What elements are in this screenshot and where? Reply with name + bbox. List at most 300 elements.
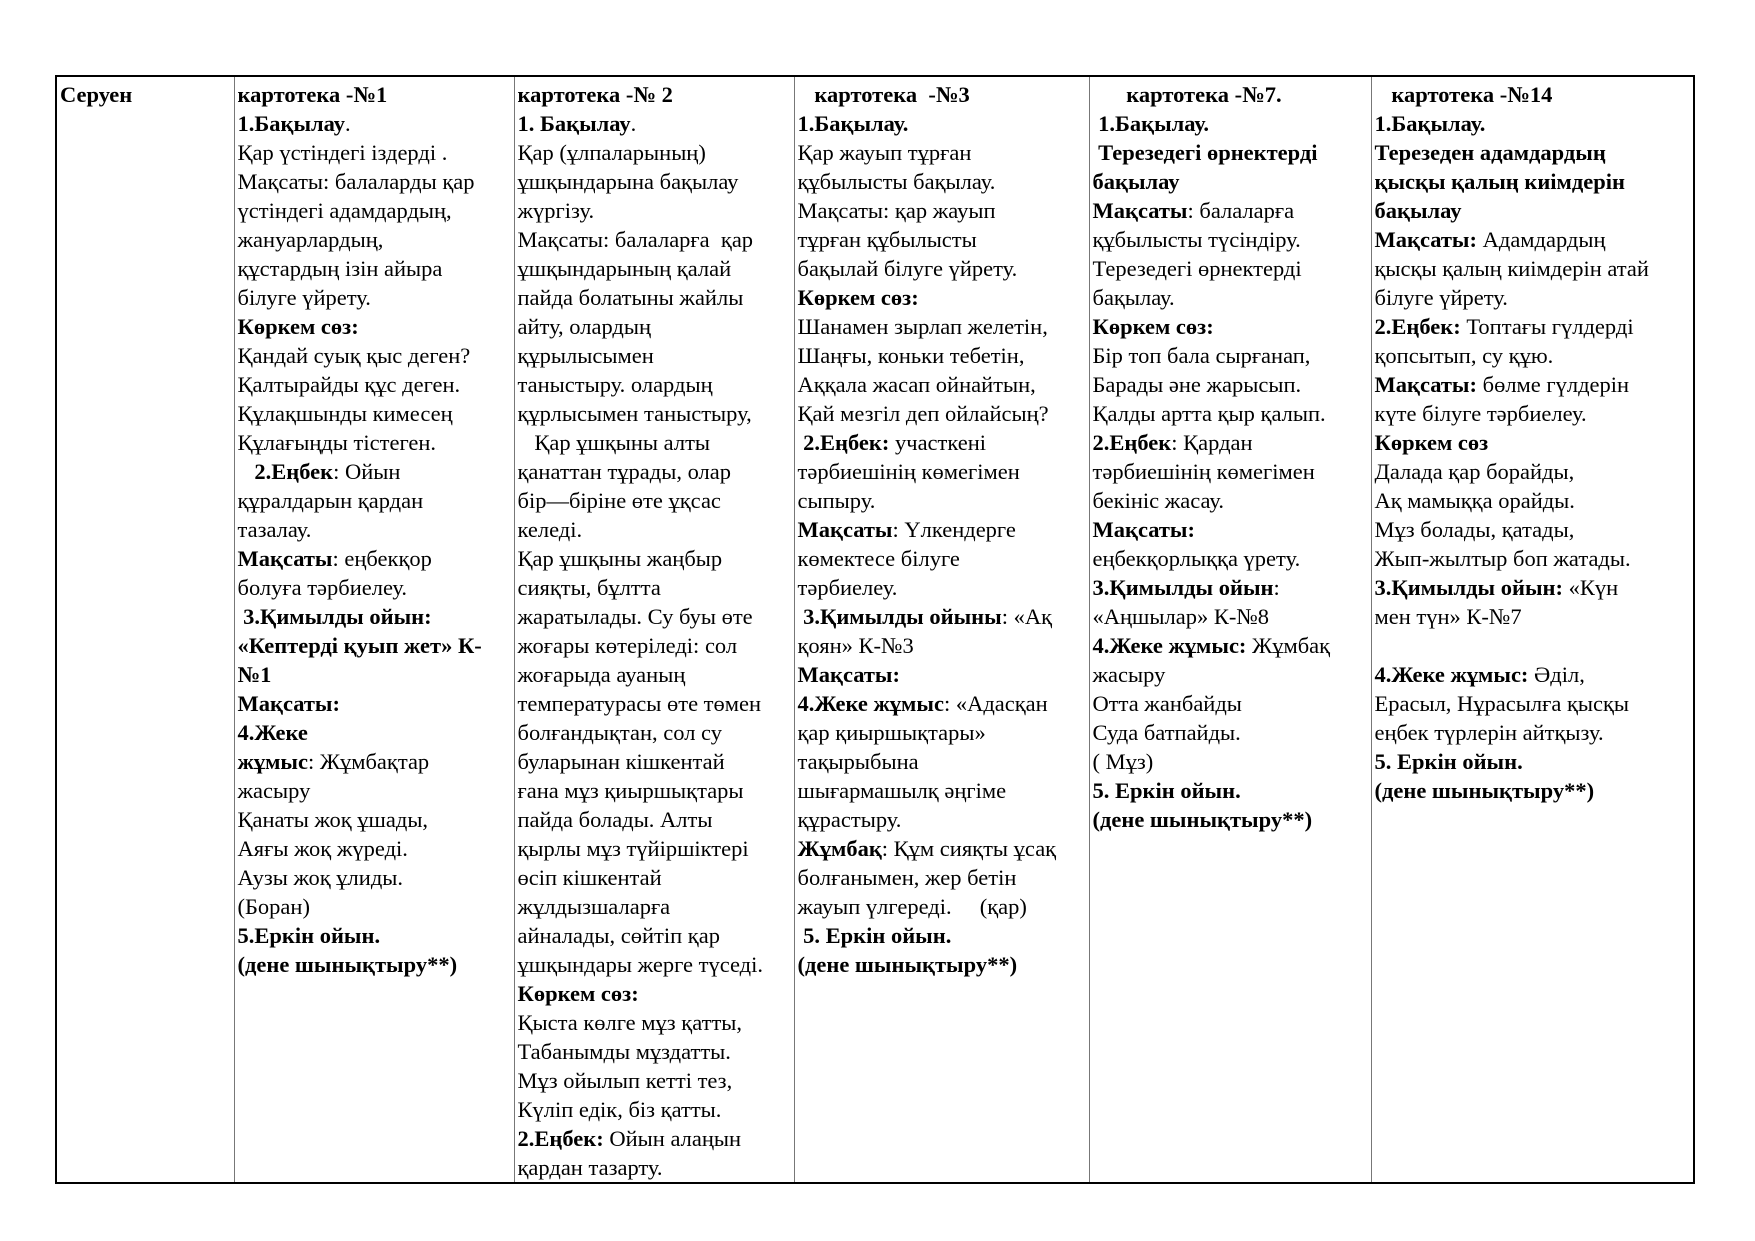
bold-text: 1.Бақылау. [1374, 111, 1486, 136]
text-line [1093, 428, 1369, 457]
text: Құлақшынды кимесең [237, 401, 453, 426]
text-line [238, 631, 512, 660]
text: құралдарын қардан [237, 488, 424, 513]
text: Мұз ойылып кетті тез, [517, 1068, 733, 1093]
bold-text: Көркем сөз: [237, 314, 359, 339]
bold-text: бақылау [1374, 198, 1462, 223]
column-cell [794, 76, 1089, 1183]
text-line [1375, 428, 1692, 457]
text-line [798, 138, 1087, 167]
text-line [1093, 776, 1369, 805]
text-line [798, 457, 1087, 486]
text-line [798, 631, 1087, 660]
text-line [238, 283, 512, 312]
text: бақылай білуге үйрету. [797, 256, 1018, 281]
text: құбылысты түсіндіру. [1092, 227, 1301, 252]
text-line [238, 689, 512, 718]
row-label: Серуен [60, 82, 133, 107]
text-line [518, 544, 792, 573]
bold-text: Мақсаты [237, 546, 333, 571]
text: шығармашылқ әңгіме [797, 778, 1007, 803]
text-line [518, 1008, 792, 1037]
text-line [1093, 515, 1369, 544]
text-line [798, 921, 1087, 950]
text-line [1093, 573, 1369, 602]
text: құрастыру. [797, 807, 902, 832]
text: : [1273, 575, 1280, 600]
text-line [238, 573, 512, 602]
text: қардан тазарту. [517, 1155, 663, 1180]
text-line [238, 718, 512, 747]
text-line [1375, 167, 1692, 196]
bold-text: 1.Бақылау [237, 111, 346, 136]
text-line [518, 1124, 792, 1153]
text-line [518, 863, 792, 892]
text-line [1093, 544, 1369, 573]
bold-text: «Кептерді қуып жет» К- [237, 633, 482, 658]
text: үстіндегі адамдардың, [237, 198, 452, 223]
text: : балаларға [1187, 198, 1295, 223]
text: құстардың ізін айыра [237, 256, 443, 281]
text: : Жұмбақтар [307, 749, 430, 774]
text-line [518, 979, 792, 1008]
text-line [518, 834, 792, 863]
bold-text: 1.Бақылау. [1092, 111, 1210, 136]
text: Терезедегі өрнектерді [1092, 256, 1302, 281]
text-line [798, 863, 1087, 892]
text-line [1375, 515, 1692, 544]
text: ( Мұз) [1092, 749, 1154, 774]
text-line [518, 254, 792, 283]
text: қырлы мұз түйіршіктері [517, 836, 749, 861]
bold-text: 5. Еркін ойын. [1374, 749, 1523, 774]
text: ғана мұз қиыршықтары [517, 778, 744, 803]
text: пайда болады. Алты [517, 807, 713, 832]
bold-text: Көркем сөз: [1092, 314, 1214, 339]
text-line [1093, 109, 1369, 138]
bold-text: Мақсаты: [1374, 372, 1477, 397]
text: Мақсаты: балаларға қар [517, 227, 754, 252]
bold-text: Мақсаты: [797, 662, 900, 687]
bold-text: Мақсаты [797, 517, 893, 542]
bold-text: 3.Қимылды ойыны [797, 604, 1002, 629]
text: еңбекқорлыққа үрету. [1092, 546, 1301, 571]
text-line [238, 602, 512, 631]
text: Шаңғы, коньки тебетін, [797, 343, 1025, 368]
text-line [798, 312, 1087, 341]
text: күте білуге тәрбиелеу. [1374, 401, 1587, 426]
bold-text: 4.Жеке [237, 720, 308, 745]
text: болғанымен, жер бетін [797, 865, 1017, 890]
text-line [238, 660, 512, 689]
text-line [1093, 457, 1369, 486]
text-line [238, 399, 512, 428]
text: Қалды артта қыр қалып. [1092, 401, 1326, 426]
text: білуге үйрету. [1374, 285, 1508, 310]
text-line [238, 805, 512, 834]
text: білуге үйрету. [237, 285, 371, 310]
bold-text: Терезедегі өрнектерді [1092, 140, 1318, 165]
text-line [518, 399, 792, 428]
bold-text: 4.Жеке жұмыс: [1092, 633, 1247, 658]
text: буларынан кішкентай [517, 749, 725, 774]
text-line [518, 1095, 792, 1124]
text-line [1375, 225, 1692, 254]
text: Барады әне жарысып. [1092, 372, 1302, 397]
text-line [1375, 138, 1692, 167]
text-line [798, 573, 1087, 602]
text-line [798, 689, 1087, 718]
card-title: картотека -№ 2 [517, 82, 673, 107]
text: . [345, 111, 351, 136]
text: Адамдардың [1477, 227, 1606, 252]
text: бекініс жасау. [1092, 488, 1224, 513]
text: Мұз болады, қатады, [1374, 517, 1575, 542]
text: тәрбиешінің көмегімен [797, 459, 1020, 484]
text-line [238, 225, 512, 254]
bold-text: (дене шынықтыру**) [1374, 778, 1595, 803]
text-line [798, 254, 1087, 283]
text-line [1093, 341, 1369, 370]
text-line [1375, 457, 1692, 486]
text: Қай мезгіл деп ойлайсың? [797, 401, 1049, 426]
bold-text: 2.Еңбек [237, 459, 334, 484]
text-line [1375, 573, 1692, 602]
text: жоғарыда ауаның [517, 662, 686, 687]
text-line [238, 167, 512, 196]
text: бөлме гүлдерін [1477, 372, 1630, 397]
text-line [1375, 544, 1692, 573]
text-line [238, 747, 512, 776]
text: Жұмбақ [1246, 633, 1331, 658]
text-line [238, 138, 512, 167]
text-line [238, 428, 512, 457]
text-line [798, 283, 1087, 312]
text-line [238, 921, 512, 950]
text: Аққала жасап ойнайтын, [797, 372, 1036, 397]
text-line [238, 370, 512, 399]
text-line [518, 602, 792, 631]
text-line [1375, 718, 1692, 747]
text: еңбек түрлерін айтқызу. [1374, 720, 1604, 745]
bold-text: 4.Жеке жұмыс [797, 691, 944, 716]
text-line [1093, 660, 1369, 689]
text-line [238, 312, 512, 341]
text: Табанымды мұздатты. [517, 1039, 731, 1064]
text: қанаттан тұрады, олар [517, 459, 732, 484]
text-line [518, 428, 792, 457]
text: Қар (ұлпаларының) [517, 140, 706, 165]
bold-text: қысқы қалың киімдерін [1374, 169, 1625, 194]
text-line [1375, 196, 1692, 225]
text-line [1375, 602, 1692, 631]
text-line [798, 515, 1087, 544]
text: тазалау. [237, 517, 312, 542]
text-line [1375, 254, 1692, 283]
text-line [1375, 399, 1692, 428]
text: Қанаты жоқ ұшады, [237, 807, 429, 832]
text: көмектесе білуге [797, 546, 960, 571]
text: бақылау. [1092, 285, 1175, 310]
text-line [1093, 486, 1369, 515]
text-line [798, 892, 1087, 921]
text: қар қиыршықтары» [797, 720, 986, 745]
bold-text: (дене шынықтыру**) [1092, 807, 1313, 832]
text: пайда болатыны жайлы [517, 285, 744, 310]
text-line [518, 1037, 792, 1066]
text: . [630, 111, 637, 136]
bold-text: 5. Еркін ойын. [1092, 778, 1241, 803]
text: Мақсаты: балаларды қар [237, 169, 475, 194]
text-line [518, 283, 792, 312]
bold-text: Көркем сөз [1374, 430, 1489, 455]
text-line [798, 747, 1087, 776]
text-line [1375, 370, 1692, 399]
bold-text: Жұмбақ [797, 836, 882, 861]
text-line [238, 109, 512, 138]
text-line [1093, 312, 1369, 341]
text: қопсытып, су құю. [1374, 343, 1554, 368]
text-line [1375, 283, 1692, 312]
text-line [798, 776, 1087, 805]
text-line [518, 341, 792, 370]
text: Аяғы жоқ жүреді. [237, 836, 408, 861]
text: сыпыру. [797, 488, 876, 513]
text-line [238, 341, 512, 370]
text-line [518, 631, 792, 660]
bold-text: 1.Бақылау. [797, 111, 909, 136]
bold-text: Мақсаты: [1092, 517, 1195, 542]
text-line [1093, 602, 1369, 631]
plan-table [55, 75, 1695, 1184]
text: : «Ақ [1001, 604, 1052, 629]
text: айналады, сөйтіп қар [517, 923, 720, 948]
text-line [1375, 689, 1692, 718]
text: айту, олардың [517, 314, 652, 339]
text-line [518, 950, 792, 979]
text: жасыру [237, 778, 311, 803]
text-line [238, 486, 512, 515]
text: Қандай суық қыс деген? [237, 343, 471, 368]
text: құрылысымен [517, 343, 654, 368]
bold-text: №1 [237, 662, 272, 687]
text: Далада қар борайды, [1374, 459, 1575, 484]
text-line [798, 109, 1087, 138]
text-line [518, 167, 792, 196]
text: Қар ұшқыны алты [517, 430, 711, 455]
text: жұлдызшаларға [517, 894, 671, 919]
text: Мақсаты: қар жауып [797, 198, 996, 223]
text: тұрған құбылысты [797, 227, 977, 252]
text: Күліп едік, біз қатты. [517, 1097, 722, 1122]
bold-text: 3.Қимылды ойын: [237, 604, 432, 629]
text: Бір топ бала сырғанап, [1092, 343, 1311, 368]
text: ұшқындарының қалай [517, 256, 732, 281]
bold-text: Мақсаты [1092, 198, 1188, 223]
text: өсіп кішкентай [517, 865, 662, 890]
text-line [238, 254, 512, 283]
text-line [518, 776, 792, 805]
text-line [798, 167, 1087, 196]
text-line [1375, 660, 1692, 689]
text: қоян» К-№3 [797, 633, 914, 658]
text-line [798, 660, 1087, 689]
text: Қар үстіндегі іздерді . [237, 140, 448, 165]
bold-text: 2.Еңбек: [1374, 314, 1461, 339]
text: Ойын алаңын [603, 1126, 742, 1151]
text-line [518, 660, 792, 689]
text: құбылысты бақылау. [797, 169, 996, 194]
text: Суда батпайды. [1092, 720, 1241, 745]
text-line [1093, 254, 1369, 283]
text-line [1093, 399, 1369, 428]
text: тақырыбына [797, 749, 919, 774]
bold-text: (дене шынықтыру**) [797, 952, 1018, 977]
text-line [1093, 167, 1369, 196]
text: Қар ұшқыны жаңбыр [517, 546, 723, 571]
text-line [518, 921, 792, 950]
text: жасыру [1092, 662, 1166, 687]
text: жаратылады. Су буы өте [517, 604, 753, 629]
text-line [1093, 805, 1369, 834]
bold-text: 3.Қимылды ойын: [1374, 575, 1563, 600]
text: тәрбиешінің көмегімен [1092, 459, 1315, 484]
text: таныстыру. олардың [517, 372, 713, 397]
text-line [238, 515, 512, 544]
text-line [238, 544, 512, 573]
bold-text: Көркем сөз: [517, 981, 639, 1006]
text: : еңбекқор [332, 546, 432, 571]
text-line [798, 225, 1087, 254]
text-line [1093, 196, 1369, 225]
text-line [518, 747, 792, 776]
text: Шанамен зырлап желетін, [797, 314, 1048, 339]
text-line [1375, 341, 1692, 370]
text: тәрбиелеу. [797, 575, 898, 600]
text-line [1375, 312, 1692, 341]
bold-text: 5. Еркін ойын. [797, 923, 952, 948]
text: ұшқындары жерге түседі. [517, 952, 763, 977]
text-line [238, 196, 512, 225]
table-row [56, 76, 1694, 1183]
text-line [1093, 718, 1369, 747]
text: «Аңшылар» К-№8 [1092, 604, 1270, 629]
text-line [238, 776, 512, 805]
bold-text: 2.Еңбек: [797, 430, 890, 455]
text: мен түн» К-№7 [1374, 604, 1522, 629]
text: Жып-жылтыр боп жатады. [1374, 546, 1631, 571]
text-line [798, 602, 1087, 631]
text-line [518, 109, 792, 138]
text-line [238, 863, 512, 892]
text-line [518, 573, 792, 602]
column-cell [1089, 76, 1371, 1183]
bold-text: бақылау [1092, 169, 1180, 194]
text-line [518, 892, 792, 921]
text: Құлағыңды тістеген. [237, 430, 437, 455]
text-line [238, 950, 512, 979]
text: : Қардан [1171, 430, 1253, 455]
text: «Күн [1562, 575, 1619, 600]
text-line [1375, 109, 1692, 138]
row-label-cell [56, 76, 234, 1183]
text-line [1093, 747, 1369, 776]
text-line [1093, 138, 1369, 167]
text-line [518, 689, 792, 718]
text: : Құм сияқты ұсақ [881, 836, 1057, 861]
text-line [798, 370, 1087, 399]
text-line [518, 515, 792, 544]
text: болғандықтан, сол су [517, 720, 722, 745]
text-line [798, 718, 1087, 747]
text: температурасы өте төмен [517, 691, 762, 716]
text: сияқты, бұлтта [517, 575, 661, 600]
bold-text: (дене шынықтыру**) [237, 952, 458, 977]
column-cell [1371, 76, 1694, 1183]
text: Қар жауып тұрған [797, 140, 972, 165]
column-cell [514, 76, 794, 1183]
text-line [238, 892, 512, 921]
text-line [518, 196, 792, 225]
bold-text: Көркем сөз: [797, 285, 919, 310]
text: Отта жанбайды [1092, 691, 1242, 716]
text-line [798, 196, 1087, 225]
text-line [518, 138, 792, 167]
bold-text: 1. Бақылау [517, 111, 631, 136]
text: жоғары көтеріледі: сол [517, 633, 738, 658]
text: участкені [889, 430, 987, 455]
text-line [1093, 631, 1369, 660]
text: Қалтырайды құс деген. [237, 372, 461, 397]
text-line [1093, 225, 1369, 254]
text-line [518, 805, 792, 834]
text: Аузы жоқ ұлиды. [237, 865, 404, 890]
text-line [798, 399, 1087, 428]
text-line [238, 834, 512, 863]
text-line [1375, 747, 1692, 776]
text-line [1093, 370, 1369, 399]
text: болуға тәрбиелеу. [237, 575, 408, 600]
column-cell [234, 76, 514, 1183]
text-line [518, 1066, 792, 1095]
text-line [798, 950, 1087, 979]
text-line [518, 1153, 792, 1182]
text: Әділ, [1528, 662, 1585, 687]
text-line [1093, 283, 1369, 312]
bold-text: Терезеден адамдардың [1374, 140, 1606, 165]
text: : «Адасқан [943, 691, 1048, 716]
text-line [238, 457, 512, 486]
text-line [798, 544, 1087, 573]
text-line [518, 370, 792, 399]
text: бір—біріне өте ұқсас [517, 488, 721, 513]
card-title: картотека -№3 [797, 82, 970, 107]
text-line [798, 486, 1087, 515]
text-line [798, 341, 1087, 370]
text: : Үлкендерге [892, 517, 1016, 542]
text: Ерасыл, Нұрасылға қысқы [1374, 691, 1630, 716]
text-line [518, 312, 792, 341]
bold-text: Мақсаты: [1374, 227, 1477, 252]
text-line [1375, 631, 1692, 660]
bold-text: 3.Қимылды ойын [1092, 575, 1274, 600]
text: құрлысымен таныстыру, [517, 401, 752, 426]
bold-text: Мақсаты: [237, 691, 340, 716]
bold-text: 4.Жеке жұмыс: [1374, 662, 1529, 687]
text-line [798, 834, 1087, 863]
text: ұшқындарына бақылау [517, 169, 739, 194]
text-line [1375, 486, 1692, 515]
